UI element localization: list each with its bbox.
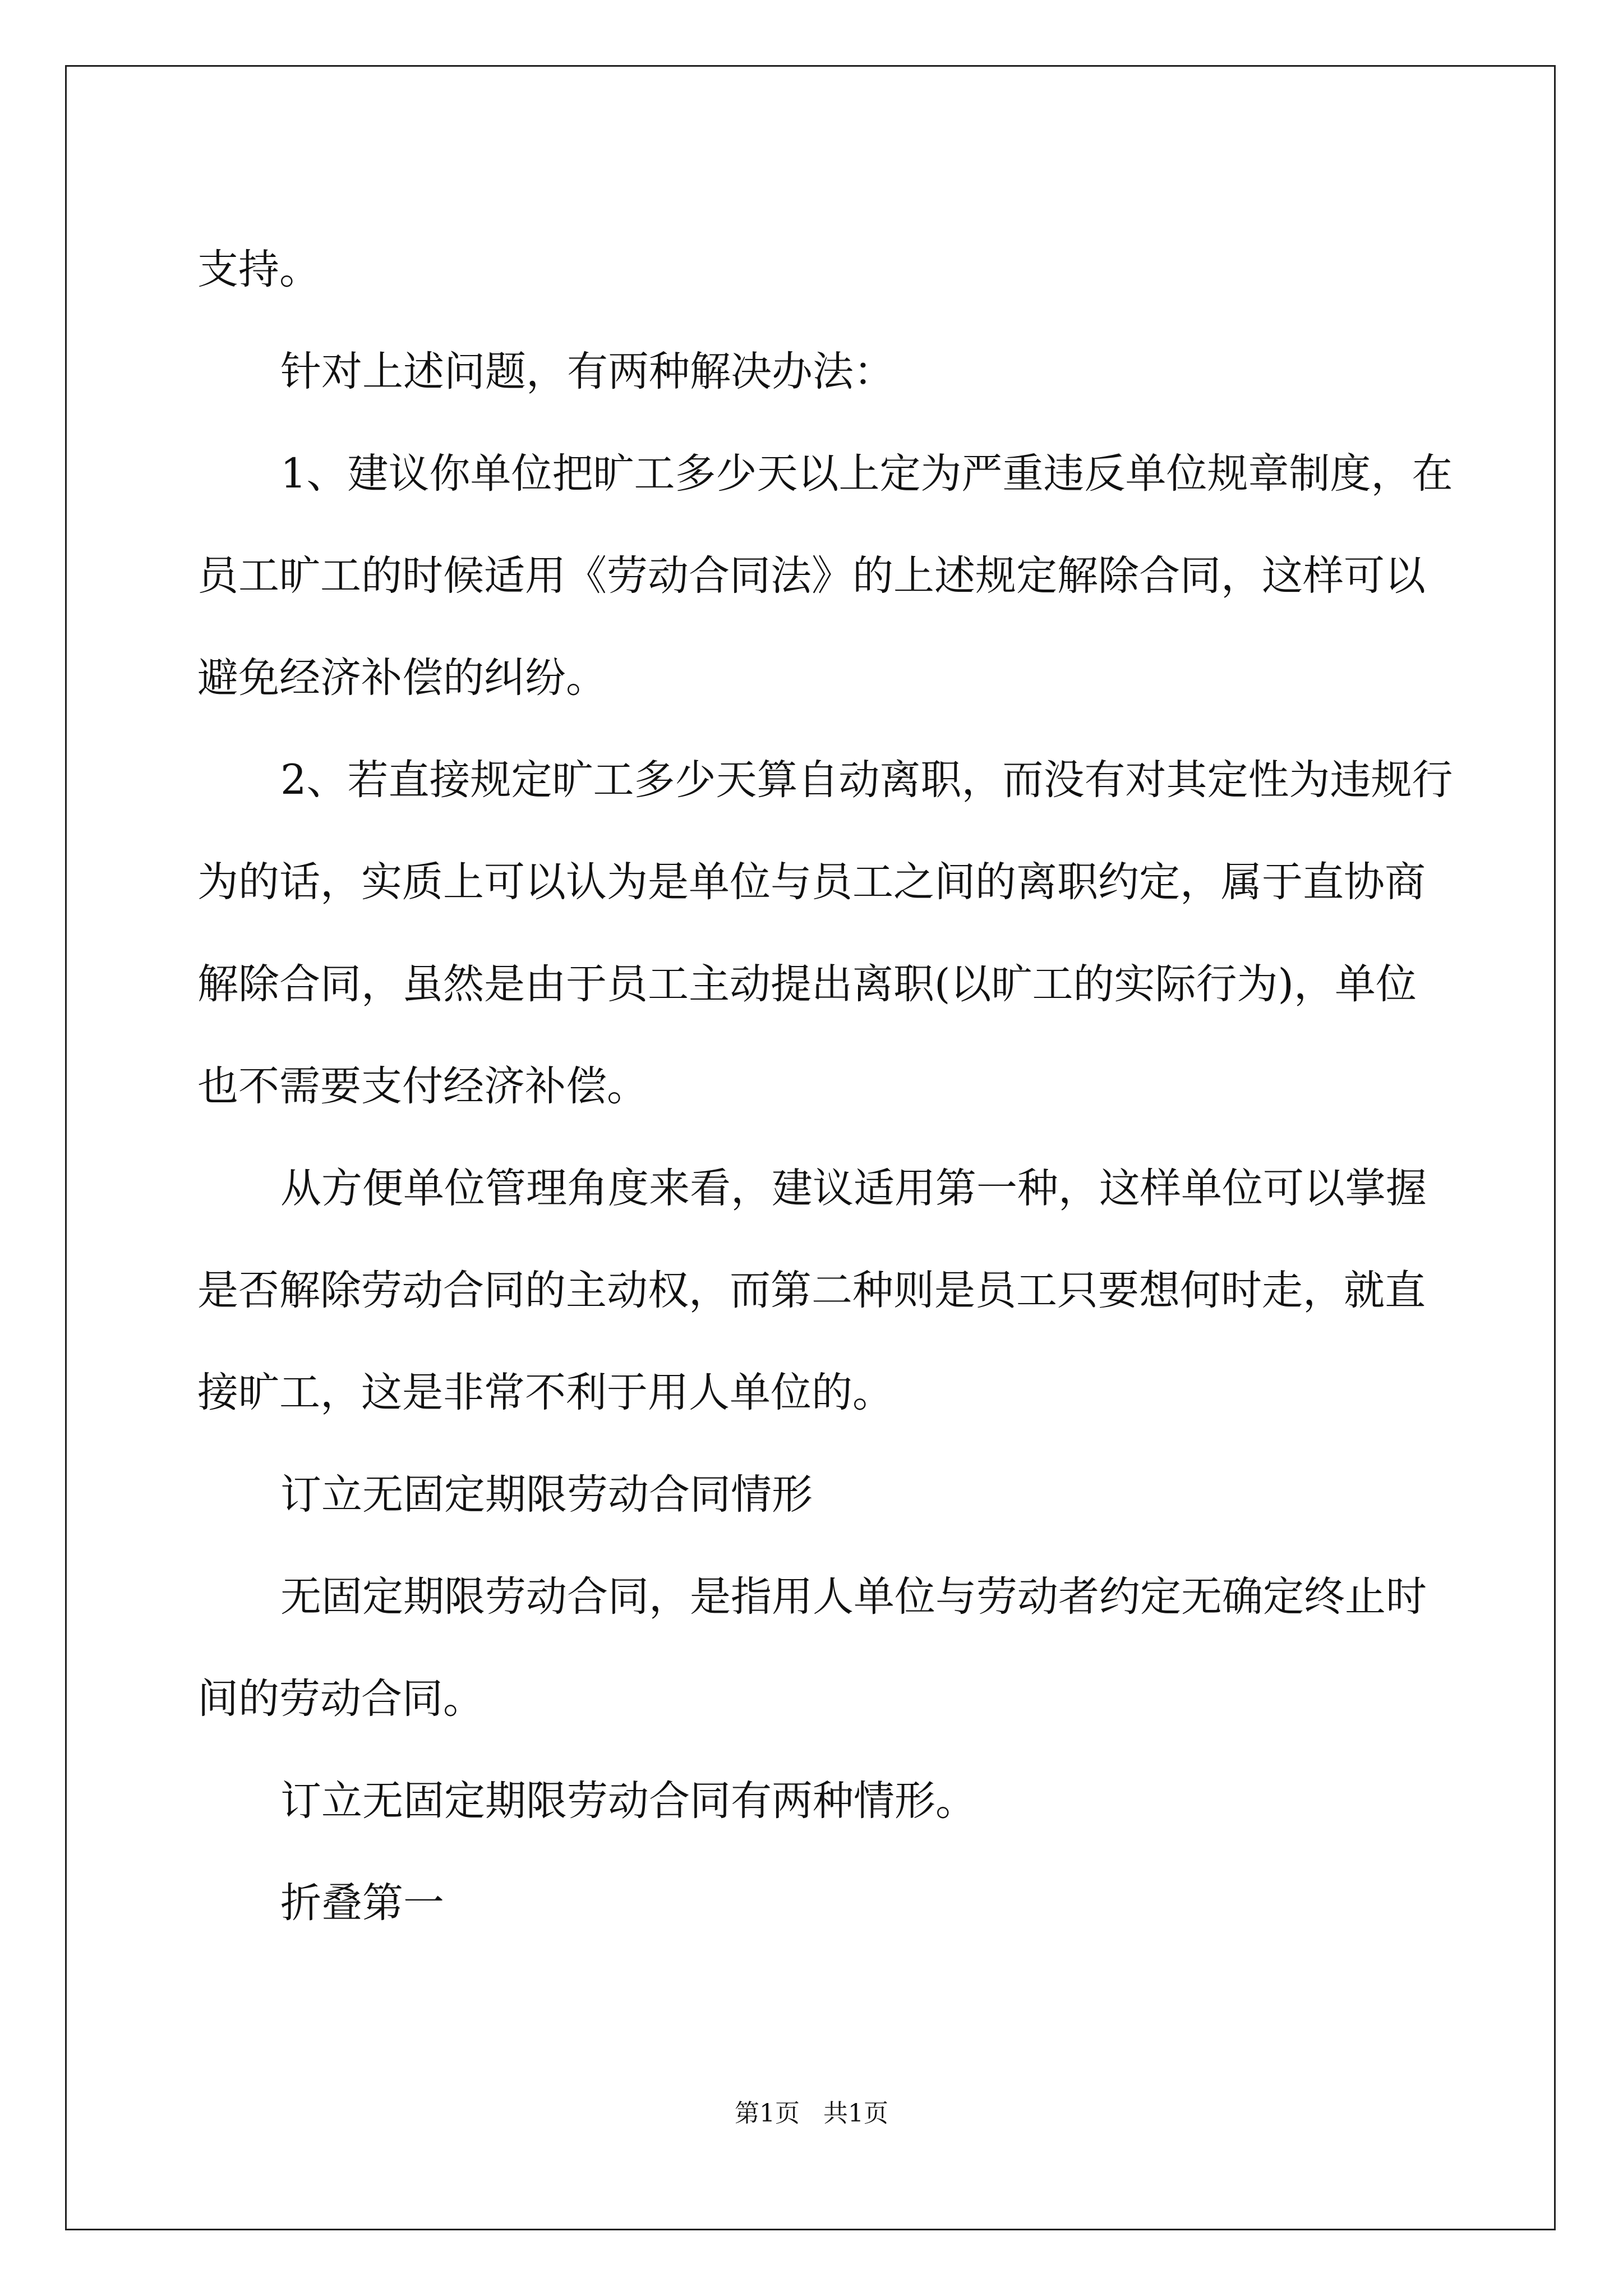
text-line-1: 支持。: [197, 246, 320, 293]
text-line-12: 接旷工，这是非常不利于用人单位的。: [197, 1369, 893, 1416]
text-line-6: 2、若直接规定旷工多少天算自动离职，而没有对其定性为违规行: [280, 756, 1453, 804]
text-line-13: 订立无固定期限劳动合同情形: [280, 1471, 813, 1519]
text-line-9: 也不需要支付经济补偿。: [197, 1062, 648, 1110]
text-line-17: 折叠第一: [280, 1879, 444, 1927]
text-line-14: 无固定期限劳动合同，是指用人单位与劳动者约定无确定终止时: [280, 1573, 1427, 1621]
text-line-5: 避免经济补偿的纠纷。: [197, 654, 607, 702]
text-line-4: 员工旷工的时候适用《劳动合同法》的上述规定解除合同，这样可以: [197, 552, 1426, 600]
text-line-15: 间的劳动合同。: [197, 1675, 484, 1723]
text-line-10: 从方便单位管理角度来看，建议适用第一种，这样单位可以掌握: [280, 1165, 1427, 1212]
text-line-7: 为的话，实质上可以认为是单位与员工之间的离职约定，属于直协商: [197, 858, 1426, 906]
text-line-8: 解除合同，虽然是由于员工主动提出离职(以旷工的实际行为)，单位: [197, 960, 1417, 1008]
page-total: 共1页: [823, 2099, 888, 2128]
text-line-3: 1、建议你单位把旷工多少天以上定为严重违反单位规章制度，在: [280, 450, 1453, 498]
document-body: [197, 219, 1453, 1954]
text-line-16: 订立无固定期限劳动合同有两种情形。: [280, 1777, 976, 1825]
text-line-2: 针对上述问题，有两种解决办法：: [280, 348, 895, 395]
page-footer: [0, 2097, 1623, 2131]
text-line-11: 是否解除劳动合同的主动权，而第二种则是员工只要想何时走，就直: [197, 1267, 1426, 1314]
page-number: 第1页: [735, 2099, 800, 2128]
